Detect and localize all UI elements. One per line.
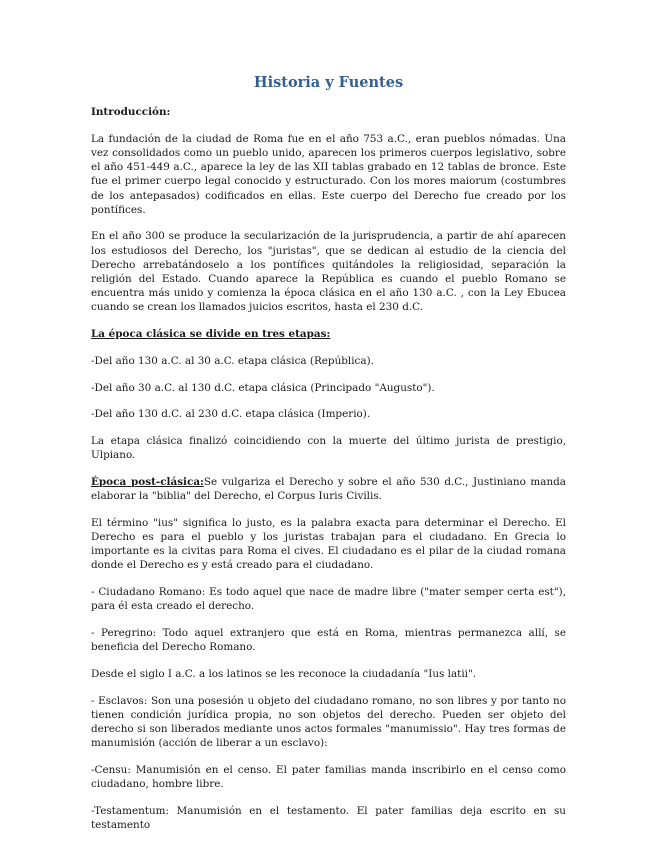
paragraph-latinos: Desde el siglo I a.C. a los latinos se les reconoce la ciudadanía "Ius latii". [91, 667, 477, 680]
paragraph-esclavos: - Esclavos: Son una posesión u objeto del ciudadano romano, no son libres y por tanto no tienen condición jurídica propia, no son objetos del derecho. Pueden ser objeto del derecho si son liberados mediante unos actos formales "manumissio". Hay tres formas de manumisión (acción de liberar a un esclavo): [91, 694, 566, 750]
paragraph-testamentum: -Testamentum: Manumisión en el testamento. El pater familias deja escrito en su testamento [91, 804, 566, 832]
paragraph-censu: -Censu: Manumisión en el censo. El pater familias manda inscribirlo en el censo como ciudadano, hombre libre. [91, 763, 566, 791]
intro-heading: Introducción: [91, 106, 171, 118]
paragraph-founding: La fundación de la ciudad de Roma fue en el año 753 a.C., eran pueblos nómadas. Una vez consolidados como un pueblo unido, aparecen los primeros cuerpos legislativo, sobre el año 451-449 a.C., aparece la ley de las XII tablas grabado en 12 tablas de bronce. Este fue el primer cuerpo legal conocido y estructurado. Con los mores maiorum (costumbres de los antepasados) codificados en ellas. Este cuerpo del Derecho fue creado por los pontífices. [91, 132, 566, 216]
paragraph-classic-end: La etapa clásica finalizó coincidiendo con la muerte del último jurista de prestigio, Ulpiano. [91, 434, 566, 462]
paragraph-ciudadano: - Ciudadano Romano: Es todo aquel que nace de madre libre ("mater semper certa est"), para él esta creado el derecho. [91, 586, 566, 613]
paragraph-secularization: En el año 300 se produce la secularización de la jurisprudencia, a partir de ahí aparecen los estudiosos del Derecho, los "juristas", que se dedican al estudio de la ciencia del Derecho arrebatándoselo a los pontífices quitándoles la religiosidad, separación la religión del Estado. Cuando aparece la República es cuando el pueblo Romano se encuentra más unido y comienza la época clásica en el año 130 a.C. , con la Ley Ebucea cuando se crean los llamados juicios escritos, hasta el 230 d.C. [91, 230, 566, 314]
paragraph-ius: El término "ius" significa lo justo, es la palabra exacta para determinar el Derecho. El Derecho es para el pueblo y los juristas trabajan para el ciudadano. En Grecia lo importante es la civitas para Roma el cives. El ciudadano es el pilar de la ciudad romana donde el Derecho es y está creado para el ciudadano. [91, 516, 566, 572]
classic-era-heading: La época clásica se divide en tres etapas: [91, 328, 331, 341]
classic-stage-3: -Del año 130 d.C. al 230 d.C. etapa clásica (Imperio). [91, 408, 371, 421]
paragraph-peregrino: - Peregrino: Todo aquel extranjero que está en Roma, mientras permanezca allí, se beneficia del Derecho Romano. [91, 626, 566, 654]
postclassic-text: Se vulgariza el Derecho y sobre el año 530 d.C., Justiniano manda elaborar la "biblia" del Derecho, el Corpus Iuris Civilis. [91, 475, 566, 503]
page-title: Historia y Fuentes [253, 74, 404, 91]
postclassic-heading: Época post-clásica: [91, 475, 204, 488]
classic-stage-2: -Del año 30 a.C. al 130 d.C. etapa clásica (Principado "Augusto"). [91, 381, 435, 394]
classic-stage-1: -Del año 130 a.C. al 30 a.C. etapa clásica (República). [91, 354, 374, 367]
paragraph-postclassic [91, 475, 566, 503]
